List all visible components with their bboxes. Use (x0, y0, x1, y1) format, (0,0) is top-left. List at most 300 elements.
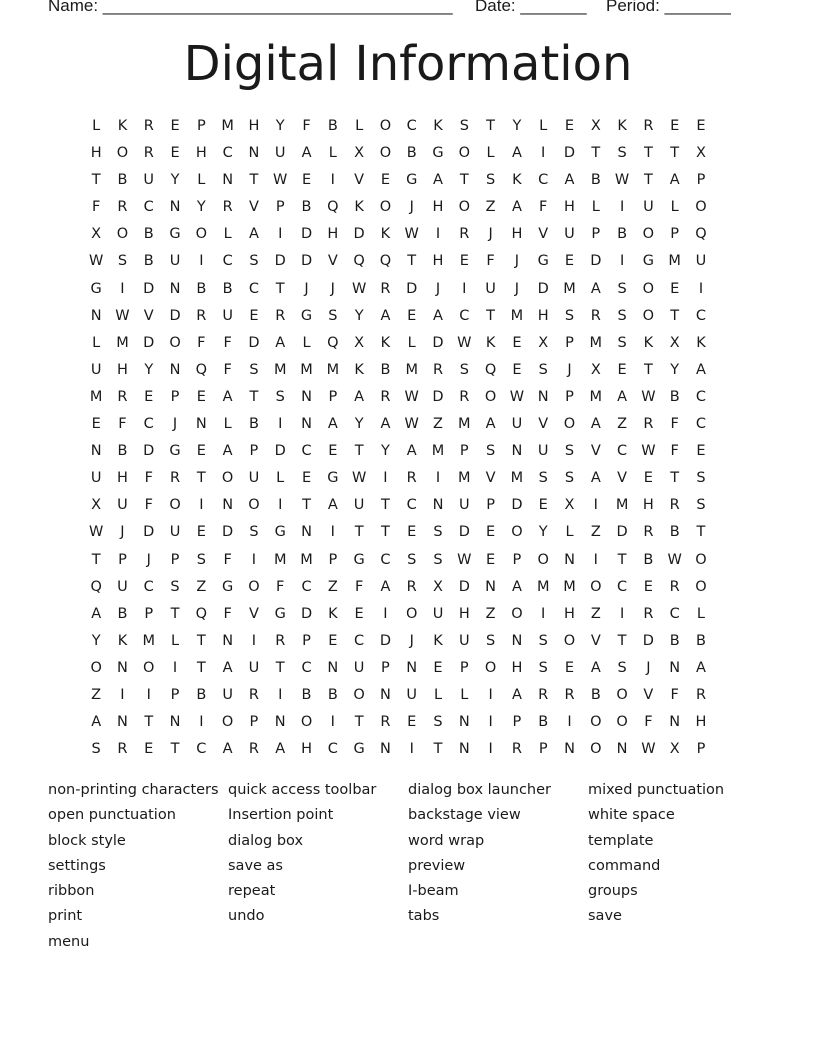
grid-letter[interactable]: R (643, 118, 654, 134)
grid-letter[interactable]: U (511, 416, 523, 433)
grid-letter[interactable]: Q (327, 334, 339, 351)
grid-letter[interactable]: I (251, 551, 257, 568)
grid-letter[interactable]: H (537, 307, 549, 324)
grid-letter[interactable]: U (90, 470, 102, 487)
grid-letter[interactable]: R (643, 605, 654, 622)
grid-letter[interactable]: I (698, 280, 704, 297)
grid-letter[interactable]: G (353, 551, 365, 568)
grid-letter[interactable]: X (354, 334, 365, 351)
grid-letter[interactable]: C (538, 172, 549, 189)
grid-letter[interactable]: F (644, 714, 653, 731)
grid-letter[interactable]: P (512, 714, 522, 731)
grid-letter[interactable]: N (117, 714, 128, 731)
grid-letter[interactable]: M (116, 334, 129, 351)
grid-letter[interactable]: D (222, 524, 234, 541)
grid-letter[interactable]: A (222, 388, 233, 405)
grid-letter[interactable]: M (510, 307, 524, 324)
grid-letter[interactable]: S (564, 443, 575, 460)
grid-letter[interactable]: O (248, 497, 260, 514)
grid-letter[interactable]: B (196, 686, 207, 703)
grid-letter[interactable]: N (564, 741, 575, 758)
grid-letter[interactable]: B (222, 280, 233, 297)
grid-letter[interactable]: D (537, 280, 549, 297)
grid-letter[interactable]: A (669, 172, 680, 189)
grid-letter[interactable]: D (274, 443, 286, 460)
grid-letter[interactable]: O (169, 497, 181, 514)
grid-letter[interactable]: N (616, 741, 628, 758)
grid-letter[interactable]: O (642, 307, 655, 324)
grid-letter[interactable]: I (488, 741, 493, 758)
grid-letter[interactable]: S (275, 388, 285, 405)
grid-letter[interactable]: S (459, 118, 469, 134)
grid-letter[interactable]: R (117, 199, 128, 216)
grid-letter[interactable]: D (511, 497, 523, 514)
grid-letter[interactable]: W (88, 253, 104, 270)
grid-letter[interactable]: H (432, 253, 444, 270)
grid-letter[interactable]: R (643, 416, 654, 433)
grid-letter[interactable]: W (509, 388, 525, 405)
grid-letter[interactable]: M (405, 361, 418, 378)
grid-letter[interactable]: E (643, 578, 653, 595)
grid-letter[interactable]: Y (196, 199, 206, 216)
grid-letter[interactable]: R (669, 578, 680, 595)
grid-letter[interactable]: I (619, 253, 625, 270)
grid-letter[interactable]: B (117, 605, 128, 622)
grid-letter[interactable]: S (617, 307, 627, 324)
grid-letter[interactable]: N (222, 632, 234, 649)
grid-letter[interactable]: S (538, 361, 548, 378)
grid-letter[interactable]: N (169, 199, 181, 216)
grid-letter[interactable]: I (541, 145, 546, 162)
grid-letter[interactable]: T (380, 524, 390, 541)
grid-letter[interactable]: O (248, 578, 260, 595)
grid-letter[interactable]: E (249, 307, 259, 324)
grid-letter[interactable]: T (196, 659, 206, 676)
grid-letter[interactable]: E (91, 416, 101, 433)
grid-letter[interactable]: U (169, 253, 181, 270)
grid-letter[interactable]: V (590, 443, 601, 460)
grid-letter[interactable]: E (564, 253, 575, 270)
grid-letter[interactable]: E (670, 280, 680, 297)
grid-letter[interactable]: R (275, 632, 286, 649)
grid-letter[interactable]: W (88, 524, 104, 541)
grid-letter[interactable]: N (90, 307, 102, 324)
grid-letter[interactable]: S (433, 714, 443, 731)
grid-letter[interactable]: R (695, 686, 707, 703)
grid-letter[interactable]: C (222, 253, 233, 270)
grid-letter[interactable]: G (537, 253, 549, 270)
grid-letter[interactable]: W (457, 551, 472, 568)
grid-letter[interactable]: H (432, 199, 444, 216)
grid-letter[interactable]: S (328, 307, 338, 324)
grid-letter[interactable]: D (642, 632, 654, 649)
grid-letter[interactable]: B (117, 443, 128, 460)
grid-letter[interactable]: F (276, 578, 285, 595)
grid-letter[interactable]: O (458, 145, 471, 162)
grid-letter[interactable]: E (170, 145, 180, 162)
grid-letter[interactable]: F (144, 470, 153, 487)
grid-letter[interactable]: R (380, 280, 391, 297)
grid-letter[interactable]: S (538, 659, 548, 676)
grid-letter[interactable]: P (486, 497, 495, 514)
grid-letter[interactable]: T (670, 470, 680, 487)
grid-letter[interactable]: O (458, 199, 471, 216)
grid-letter[interactable]: E (486, 551, 496, 568)
grid-letter[interactable]: G (406, 172, 418, 189)
grid-letter[interactable]: C (143, 199, 154, 216)
grid-letter[interactable]: T (696, 524, 706, 541)
grid-letter[interactable]: M (458, 416, 471, 433)
grid-letter[interactable]: T (302, 497, 311, 514)
grid-letter[interactable]: T (670, 307, 680, 324)
grid-letter[interactable]: P (328, 388, 338, 405)
grid-letter[interactable]: P (144, 605, 154, 622)
grid-letter[interactable]: A (248, 226, 259, 243)
grid-letter[interactable]: T (354, 524, 364, 541)
grid-letter[interactable]: K (617, 118, 627, 134)
grid-letter[interactable]: I (462, 280, 467, 297)
grid-letter[interactable]: F (223, 605, 232, 622)
grid-letter[interactable]: P (170, 686, 180, 703)
grid-letter[interactable]: I (120, 280, 125, 297)
grid-letter[interactable]: W (115, 307, 130, 324)
grid-letter[interactable]: O (590, 741, 602, 758)
grid-letter[interactable]: N (432, 497, 444, 514)
grid-letter[interactable]: M (563, 280, 576, 297)
grid-letter[interactable]: M (668, 253, 681, 270)
grid-letter[interactable]: U (248, 659, 260, 676)
grid-letter[interactable]: O (143, 659, 155, 676)
grid-letter[interactable]: K (328, 605, 338, 622)
grid-letter[interactable]: R (406, 470, 417, 487)
grid-letter[interactable]: T (275, 659, 285, 676)
grid-letter[interactable]: I (330, 172, 335, 189)
grid-letter[interactable]: U (353, 497, 365, 514)
grid-letter[interactable]: A (485, 416, 496, 433)
grid-letter[interactable]: R (248, 686, 259, 703)
grid-letter[interactable]: V (248, 199, 259, 216)
grid-letter[interactable]: J (120, 524, 125, 541)
grid-letter[interactable]: U (458, 497, 470, 514)
grid-letter[interactable]: T (670, 145, 680, 162)
grid-letter[interactable]: V (617, 470, 628, 487)
grid-letter[interactable]: P (696, 172, 706, 189)
grid-letter[interactable]: U (537, 443, 549, 460)
grid-letter[interactable]: E (328, 443, 338, 460)
grid-letter[interactable]: E (407, 714, 417, 731)
grid-letter[interactable]: N (222, 172, 234, 189)
grid-letter[interactable]: M (589, 334, 603, 351)
grid-letter[interactable]: O (169, 334, 181, 351)
grid-letter[interactable]: D (432, 388, 444, 405)
grid-letter[interactable]: E (670, 118, 680, 134)
grid-letter[interactable]: Z (433, 416, 443, 433)
grid-letter[interactable]: L (223, 226, 232, 243)
grid-letter[interactable]: T (486, 307, 496, 324)
grid-letter[interactable]: I (383, 470, 388, 487)
grid-letter[interactable]: Z (91, 686, 102, 703)
grid-letter[interactable]: H (327, 226, 339, 243)
grid-letter[interactable]: A (617, 388, 628, 405)
grid-letter[interactable]: T (617, 632, 627, 649)
grid-letter[interactable]: E (144, 388, 154, 405)
grid-letter[interactable]: O (616, 714, 628, 731)
grid-letter[interactable]: Q (695, 226, 707, 243)
grid-letter[interactable]: W (667, 551, 682, 568)
grid-letter[interactable]: F (223, 361, 232, 378)
grid-letter[interactable]: G (274, 524, 286, 541)
grid-letter[interactable]: I (593, 497, 598, 514)
grid-letter[interactable]: C (143, 416, 154, 433)
grid-letter[interactable]: L (539, 118, 548, 134)
grid-letter[interactable]: E (301, 172, 312, 189)
grid-letter[interactable]: O (563, 416, 576, 433)
grid-letter[interactable]: M (510, 470, 524, 487)
grid-letter[interactable]: B (196, 280, 207, 297)
grid-letter[interactable]: S (485, 172, 496, 189)
grid-letter[interactable]: Q (353, 253, 365, 270)
grid-letter[interactable]: R (143, 118, 154, 134)
grid-letter[interactable]: S (117, 253, 128, 270)
grid-letter[interactable]: L (92, 334, 101, 351)
grid-letter[interactable]: M (221, 118, 234, 134)
grid-letter[interactable]: O (300, 714, 313, 731)
grid-letter[interactable]: B (143, 253, 154, 270)
grid-letter[interactable]: A (590, 470, 601, 487)
grid-letter[interactable]: D (353, 226, 365, 243)
grid-letter[interactable]: M (563, 578, 576, 595)
grid-letter[interactable]: R (459, 388, 470, 405)
grid-letter[interactable]: B (669, 632, 680, 649)
grid-letter[interactable]: A (696, 659, 706, 676)
grid-letter[interactable]: D (563, 145, 576, 162)
grid-letter[interactable]: T (433, 741, 443, 758)
grid-letter[interactable]: S (459, 361, 469, 378)
grid-letter[interactable]: J (514, 280, 520, 297)
grid-letter[interactable]: D (616, 524, 628, 541)
grid-letter[interactable]: P (118, 551, 127, 568)
grid-letter[interactable]: E (328, 632, 338, 649)
grid-letter[interactable]: A (222, 741, 233, 758)
grid-letter[interactable]: V (485, 470, 496, 487)
grid-letter[interactable]: D (248, 334, 260, 351)
grid-letter[interactable]: F (144, 497, 153, 514)
grid-letter[interactable]: S (249, 524, 259, 541)
grid-letter[interactable]: O (90, 659, 102, 676)
grid-letter[interactable]: T (407, 253, 417, 270)
grid-letter[interactable]: R (222, 199, 233, 216)
grid-letter[interactable]: K (117, 632, 128, 649)
grid-letter[interactable]: T (144, 714, 154, 731)
grid-letter[interactable]: D (300, 253, 313, 270)
grid-letter[interactable]: S (485, 632, 496, 649)
grid-letter[interactable]: D (143, 443, 155, 460)
grid-letter[interactable]: V (143, 307, 154, 324)
grid-letter[interactable]: E (617, 361, 627, 378)
grid-letter[interactable]: P (302, 632, 311, 649)
grid-letter[interactable]: N (222, 497, 234, 514)
grid-letter[interactable]: D (406, 280, 418, 297)
grid-letter[interactable]: U (643, 199, 654, 216)
grid-letter[interactable]: T (91, 551, 101, 568)
grid-letter[interactable]: A (380, 416, 391, 433)
grid-letter[interactable]: J (514, 253, 520, 270)
grid-letter[interactable]: R (196, 307, 207, 324)
grid-letter[interactable]: S (538, 632, 548, 649)
grid-letter[interactable]: P (459, 443, 469, 460)
grid-letter[interactable]: T (170, 605, 180, 622)
grid-letter[interactable]: U (564, 226, 575, 243)
grid-letter[interactable]: H (511, 659, 523, 676)
grid-letter[interactable]: U (485, 280, 496, 297)
grid-letter[interactable]: I (120, 686, 125, 703)
grid-letter[interactable]: K (354, 199, 364, 216)
grid-letter[interactable]: D (143, 334, 155, 351)
grid-letter[interactable]: O (406, 605, 418, 622)
grid-letter[interactable]: U (274, 145, 286, 162)
grid-letter[interactable]: U (248, 470, 260, 487)
grid-letter[interactable]: B (327, 118, 338, 134)
grid-letter[interactable]: C (248, 280, 259, 297)
grid-letter[interactable]: M (589, 388, 603, 405)
grid-letter[interactable]: B (143, 226, 154, 243)
grid-letter[interactable]: F (486, 253, 495, 270)
grid-letter[interactable]: D (379, 632, 391, 649)
grid-letter[interactable]: S (564, 307, 575, 324)
grid-letter[interactable]: W (614, 172, 630, 189)
grid-letter[interactable]: O (484, 659, 497, 676)
grid-letter[interactable]: A (91, 605, 102, 622)
grid-letter[interactable]: I (278, 686, 283, 703)
grid-letter[interactable]: O (116, 226, 129, 243)
period-field[interactable]: Period: _______ (606, 0, 731, 15)
grid-letter[interactable]: V (643, 686, 654, 703)
grid-letter[interactable]: N (274, 714, 286, 731)
grid-letter[interactable]: O (642, 280, 655, 297)
grid-letter[interactable]: E (696, 118, 706, 134)
grid-letter[interactable]: P (170, 388, 180, 405)
grid-letter[interactable]: B (380, 361, 391, 378)
grid-letter[interactable]: Q (379, 253, 392, 270)
grid-letter[interactable]: V (590, 632, 601, 649)
grid-letter[interactable]: J (409, 632, 414, 649)
grid-letter[interactable]: B (327, 686, 338, 703)
grid-letter[interactable]: L (355, 118, 364, 134)
grid-letter[interactable]: P (670, 226, 680, 243)
grid-letter[interactable]: R (117, 388, 128, 405)
grid-letter[interactable]: D (458, 578, 470, 595)
grid-letter[interactable]: W (641, 443, 656, 460)
grid-letter[interactable]: F (223, 551, 232, 568)
grid-letter[interactable]: M (458, 470, 471, 487)
grid-letter[interactable]: R (538, 686, 549, 703)
grid-letter[interactable]: F (91, 199, 101, 216)
grid-letter[interactable]: E (170, 118, 180, 134)
grid-letter[interactable]: X (538, 334, 549, 351)
grid-letter[interactable]: R (511, 741, 522, 758)
grid-letter[interactable]: E (407, 524, 417, 541)
grid-letter[interactable]: N (564, 551, 575, 568)
grid-letter[interactable]: L (460, 686, 469, 703)
grid-letter[interactable]: Z (485, 199, 496, 216)
grid-letter[interactable]: O (221, 714, 234, 731)
grid-letter[interactable]: U (695, 253, 707, 270)
grid-letter[interactable]: N (458, 741, 470, 758)
grid-letter[interactable]: E (354, 605, 364, 622)
grid-letter[interactable]: F (223, 334, 232, 351)
grid-letter[interactable]: H (116, 470, 128, 487)
grid-letter[interactable]: A (433, 172, 443, 189)
grid-letter[interactable]: E (643, 470, 653, 487)
grid-letter[interactable]: Y (144, 361, 154, 378)
grid-letter[interactable]: H (564, 199, 575, 216)
grid-letter[interactable]: D (169, 307, 181, 324)
grid-letter[interactable]: O (695, 578, 707, 595)
grid-letter[interactable]: P (170, 551, 180, 568)
grid-letter[interactable]: Z (590, 524, 601, 541)
grid-letter[interactable]: I (251, 632, 257, 649)
grid-letter[interactable]: C (669, 605, 680, 622)
grid-letter[interactable]: T (486, 118, 496, 134)
grid-letter[interactable]: X (564, 497, 575, 514)
grid-letter[interactable]: A (511, 578, 522, 595)
name-field[interactable]: Name: _____________________________________ (48, 0, 453, 15)
grid-letter[interactable]: I (593, 551, 598, 568)
grid-letter[interactable]: P (459, 659, 469, 676)
grid-letter[interactable]: P (196, 118, 206, 134)
grid-letter[interactable]: I (409, 741, 414, 758)
grid-letter[interactable]: R (406, 578, 417, 595)
grid-letter[interactable]: P (381, 659, 390, 676)
grid-letter[interactable]: W (351, 280, 367, 297)
grid-letter[interactable]: D (458, 524, 470, 541)
grid-letter[interactable]: N (327, 659, 339, 676)
grid-letter[interactable]: O (563, 632, 576, 649)
grid-letter[interactable]: B (590, 686, 601, 703)
grid-letter[interactable]: K (354, 361, 364, 378)
grid-letter[interactable]: A (590, 659, 601, 676)
grid-letter[interactable]: S (617, 280, 627, 297)
grid-letter[interactable]: C (354, 632, 365, 649)
grid-letter[interactable]: R (459, 226, 470, 243)
grid-letter[interactable]: I (619, 199, 625, 216)
grid-letter[interactable]: W (457, 334, 472, 351)
grid-letter[interactable]: M (536, 578, 550, 595)
grid-letter[interactable]: X (91, 226, 102, 243)
grid-letter[interactable]: F (197, 334, 206, 351)
grid-letter[interactable]: N (537, 388, 549, 405)
grid-letter[interactable]: U (222, 686, 233, 703)
grid-letter[interactable]: L (670, 199, 679, 216)
grid-letter[interactable]: C (301, 659, 312, 676)
grid-letter[interactable]: Q (327, 199, 339, 216)
grid-letter[interactable]: C (222, 145, 233, 162)
grid-letter[interactable]: G (642, 253, 654, 270)
grid-letter[interactable]: K (643, 334, 654, 351)
grid-letter[interactable]: N (169, 714, 181, 731)
grid-letter[interactable]: D (300, 226, 313, 243)
grid-letter[interactable]: O (484, 388, 497, 405)
grid-letter[interactable]: R (117, 741, 128, 758)
grid-letter[interactable]: H (511, 226, 523, 243)
grid-letter[interactable]: Y (354, 307, 364, 324)
grid-letter[interactable]: N (301, 416, 312, 433)
grid-letter[interactable]: R (432, 361, 444, 378)
grid-letter[interactable]: L (223, 416, 232, 433)
date-field[interactable]: Date: _______ (475, 0, 587, 15)
grid-letter[interactable]: L (92, 118, 101, 134)
grid-letter[interactable]: J (488, 226, 493, 243)
